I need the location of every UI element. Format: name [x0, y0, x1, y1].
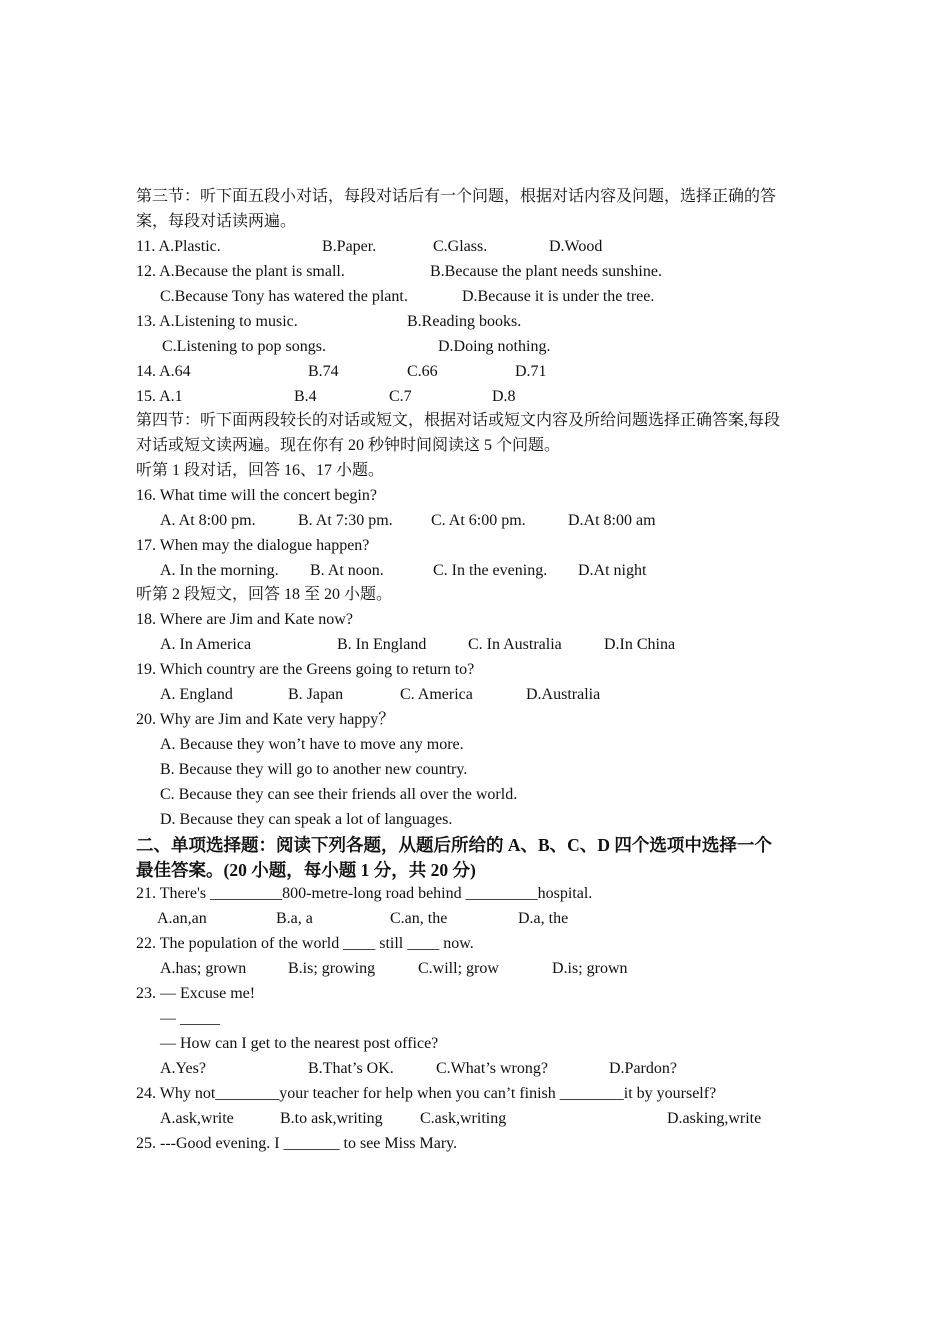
- option-text: C.Glass.: [433, 238, 488, 255]
- option-text: C.will; grow: [418, 960, 499, 977]
- text-line: 25. ---Good evening. I _______ to see Miss Mary.: [136, 1135, 458, 1152]
- text-line: A.has; grown: [160, 960, 247, 977]
- option-text: D.a, the: [518, 910, 569, 927]
- text-line: C.Because Tony has watered the plant.: [160, 288, 408, 305]
- option-text: C.7: [389, 388, 412, 405]
- text-line: 二、单项选择题：阅读下列各题，从题后所给的 A、B、C、D 四个选项中选择一个: [136, 835, 772, 855]
- option-text: B.to ask,writing: [280, 1110, 383, 1127]
- option-text: D.is; grown: [552, 960, 628, 977]
- text-line: 16. What time will the concert begin?: [136, 487, 377, 504]
- option-text: C. At 6:00 pm.: [431, 512, 526, 529]
- option-text: D.In China: [604, 636, 676, 653]
- option-text: B. In England: [337, 636, 427, 653]
- text-line: 最佳答案。(20 小题，每小题 1 分，共 20 分): [136, 860, 476, 880]
- option-text: D.asking,write: [667, 1110, 762, 1127]
- text-line: 24. Why not________your teacher for help when you can’t finish ________it by yourself?: [136, 1085, 717, 1102]
- text-line: — How can I get to the nearest post office?: [160, 1035, 439, 1052]
- option-text: C.What’s wrong?: [436, 1060, 548, 1077]
- text-line: 听第 2 段短文，回答 18 至 20 小题。: [136, 586, 393, 603]
- option-text: C. America: [400, 686, 473, 703]
- text-line: 案，每段对话读两遍。: [136, 213, 297, 230]
- option-text: D.Wood: [549, 238, 603, 255]
- option-text: B.74: [308, 363, 339, 380]
- text-line: A.Yes?: [160, 1060, 206, 1077]
- text-line: A. In the morning.: [160, 562, 279, 579]
- option-text: B. At 7:30 pm.: [298, 512, 393, 529]
- option-text: D.At 8:00 am: [568, 512, 656, 529]
- text-line: C. Because they can see their friends all over the world.: [160, 786, 518, 803]
- option-text: D.Australia: [526, 686, 601, 703]
- option-text: C.66: [407, 363, 438, 380]
- option-text: D.At night: [578, 562, 647, 579]
- option-text: C.ask,writing: [420, 1110, 507, 1127]
- option-text: B.a, a: [276, 910, 313, 927]
- text-line: C.Listening to pop songs.: [162, 338, 327, 355]
- text-line: 12. A.Because the plant is small.: [136, 263, 345, 280]
- text-line: 15. A.1: [136, 388, 183, 405]
- text-line: 21. There's _________800-metre-long road behind _________hospital.: [136, 885, 593, 902]
- option-text: B.Reading books.: [407, 313, 522, 330]
- option-text: B.4: [294, 388, 317, 405]
- text-line: B. Because they will go to another new country.: [160, 761, 468, 778]
- text-line: 11. A.Plastic.: [136, 238, 221, 255]
- option-text: B.That’s OK.: [308, 1060, 394, 1077]
- text-line: 20. Why are Jim and Kate very happy？: [136, 711, 395, 728]
- text-line: 第三节：听下面五段小对话，每段对话后有一个问题，根据对话内容及问题，选择正确的答: [136, 188, 777, 205]
- option-text: C.an, the: [390, 910, 448, 927]
- option-text: B.Because the plant needs sunshine.: [430, 263, 662, 280]
- option-text: D.Pardon?: [609, 1060, 677, 1077]
- option-text: B.is; growing: [288, 960, 376, 977]
- option-text: C. In the evening.: [433, 562, 548, 579]
- text-line: 22. The population of the world ____ still ____ now.: [136, 935, 474, 952]
- option-text: D.71: [515, 363, 547, 380]
- text-line: A. At 8:00 pm.: [160, 512, 256, 529]
- text-line: A. England: [160, 686, 233, 703]
- text-line: 对话或短文读两遍。现在你有 20 秒钟时间阅读这 5 个问题。: [136, 437, 561, 454]
- text-line: A.ask,write: [160, 1110, 234, 1127]
- text-line: 19. Which country are the Greens going to return to?: [136, 661, 475, 678]
- option-text: D.8: [492, 388, 516, 405]
- option-text: B. At noon.: [310, 562, 384, 579]
- text-line: A. Because they won’t have to move any more.: [160, 736, 464, 753]
- text-line: 第四节：听下面两段较长的对话或短文，根据对话或短文内容及所给问题选择正确答案,每段: [136, 412, 781, 429]
- text-line: 13. A.Listening to music.: [136, 313, 298, 330]
- text-line: 17. When may the dialogue happen?: [136, 537, 370, 554]
- option-text: D.Doing nothing.: [438, 338, 551, 355]
- text-line: A.an,an: [157, 910, 207, 927]
- text-line: — _____: [160, 1010, 220, 1027]
- text-line: A. In America: [160, 636, 252, 653]
- option-text: D.Because it is under the tree.: [462, 288, 655, 305]
- text-line: 18. Where are Jim and Kate now?: [136, 611, 353, 628]
- text-line: 23. — Excuse me!: [136, 985, 256, 1002]
- text-line: 14. A.64: [136, 363, 191, 380]
- option-text: C. In Australia: [468, 636, 562, 653]
- option-text: B.Paper.: [322, 238, 377, 255]
- text-line: D. Because they can speak a lot of languages.: [160, 811, 453, 828]
- text-line: 听第 1 段对话，回答 16、17 小题。: [136, 462, 385, 479]
- option-text: B. Japan: [288, 686, 344, 703]
